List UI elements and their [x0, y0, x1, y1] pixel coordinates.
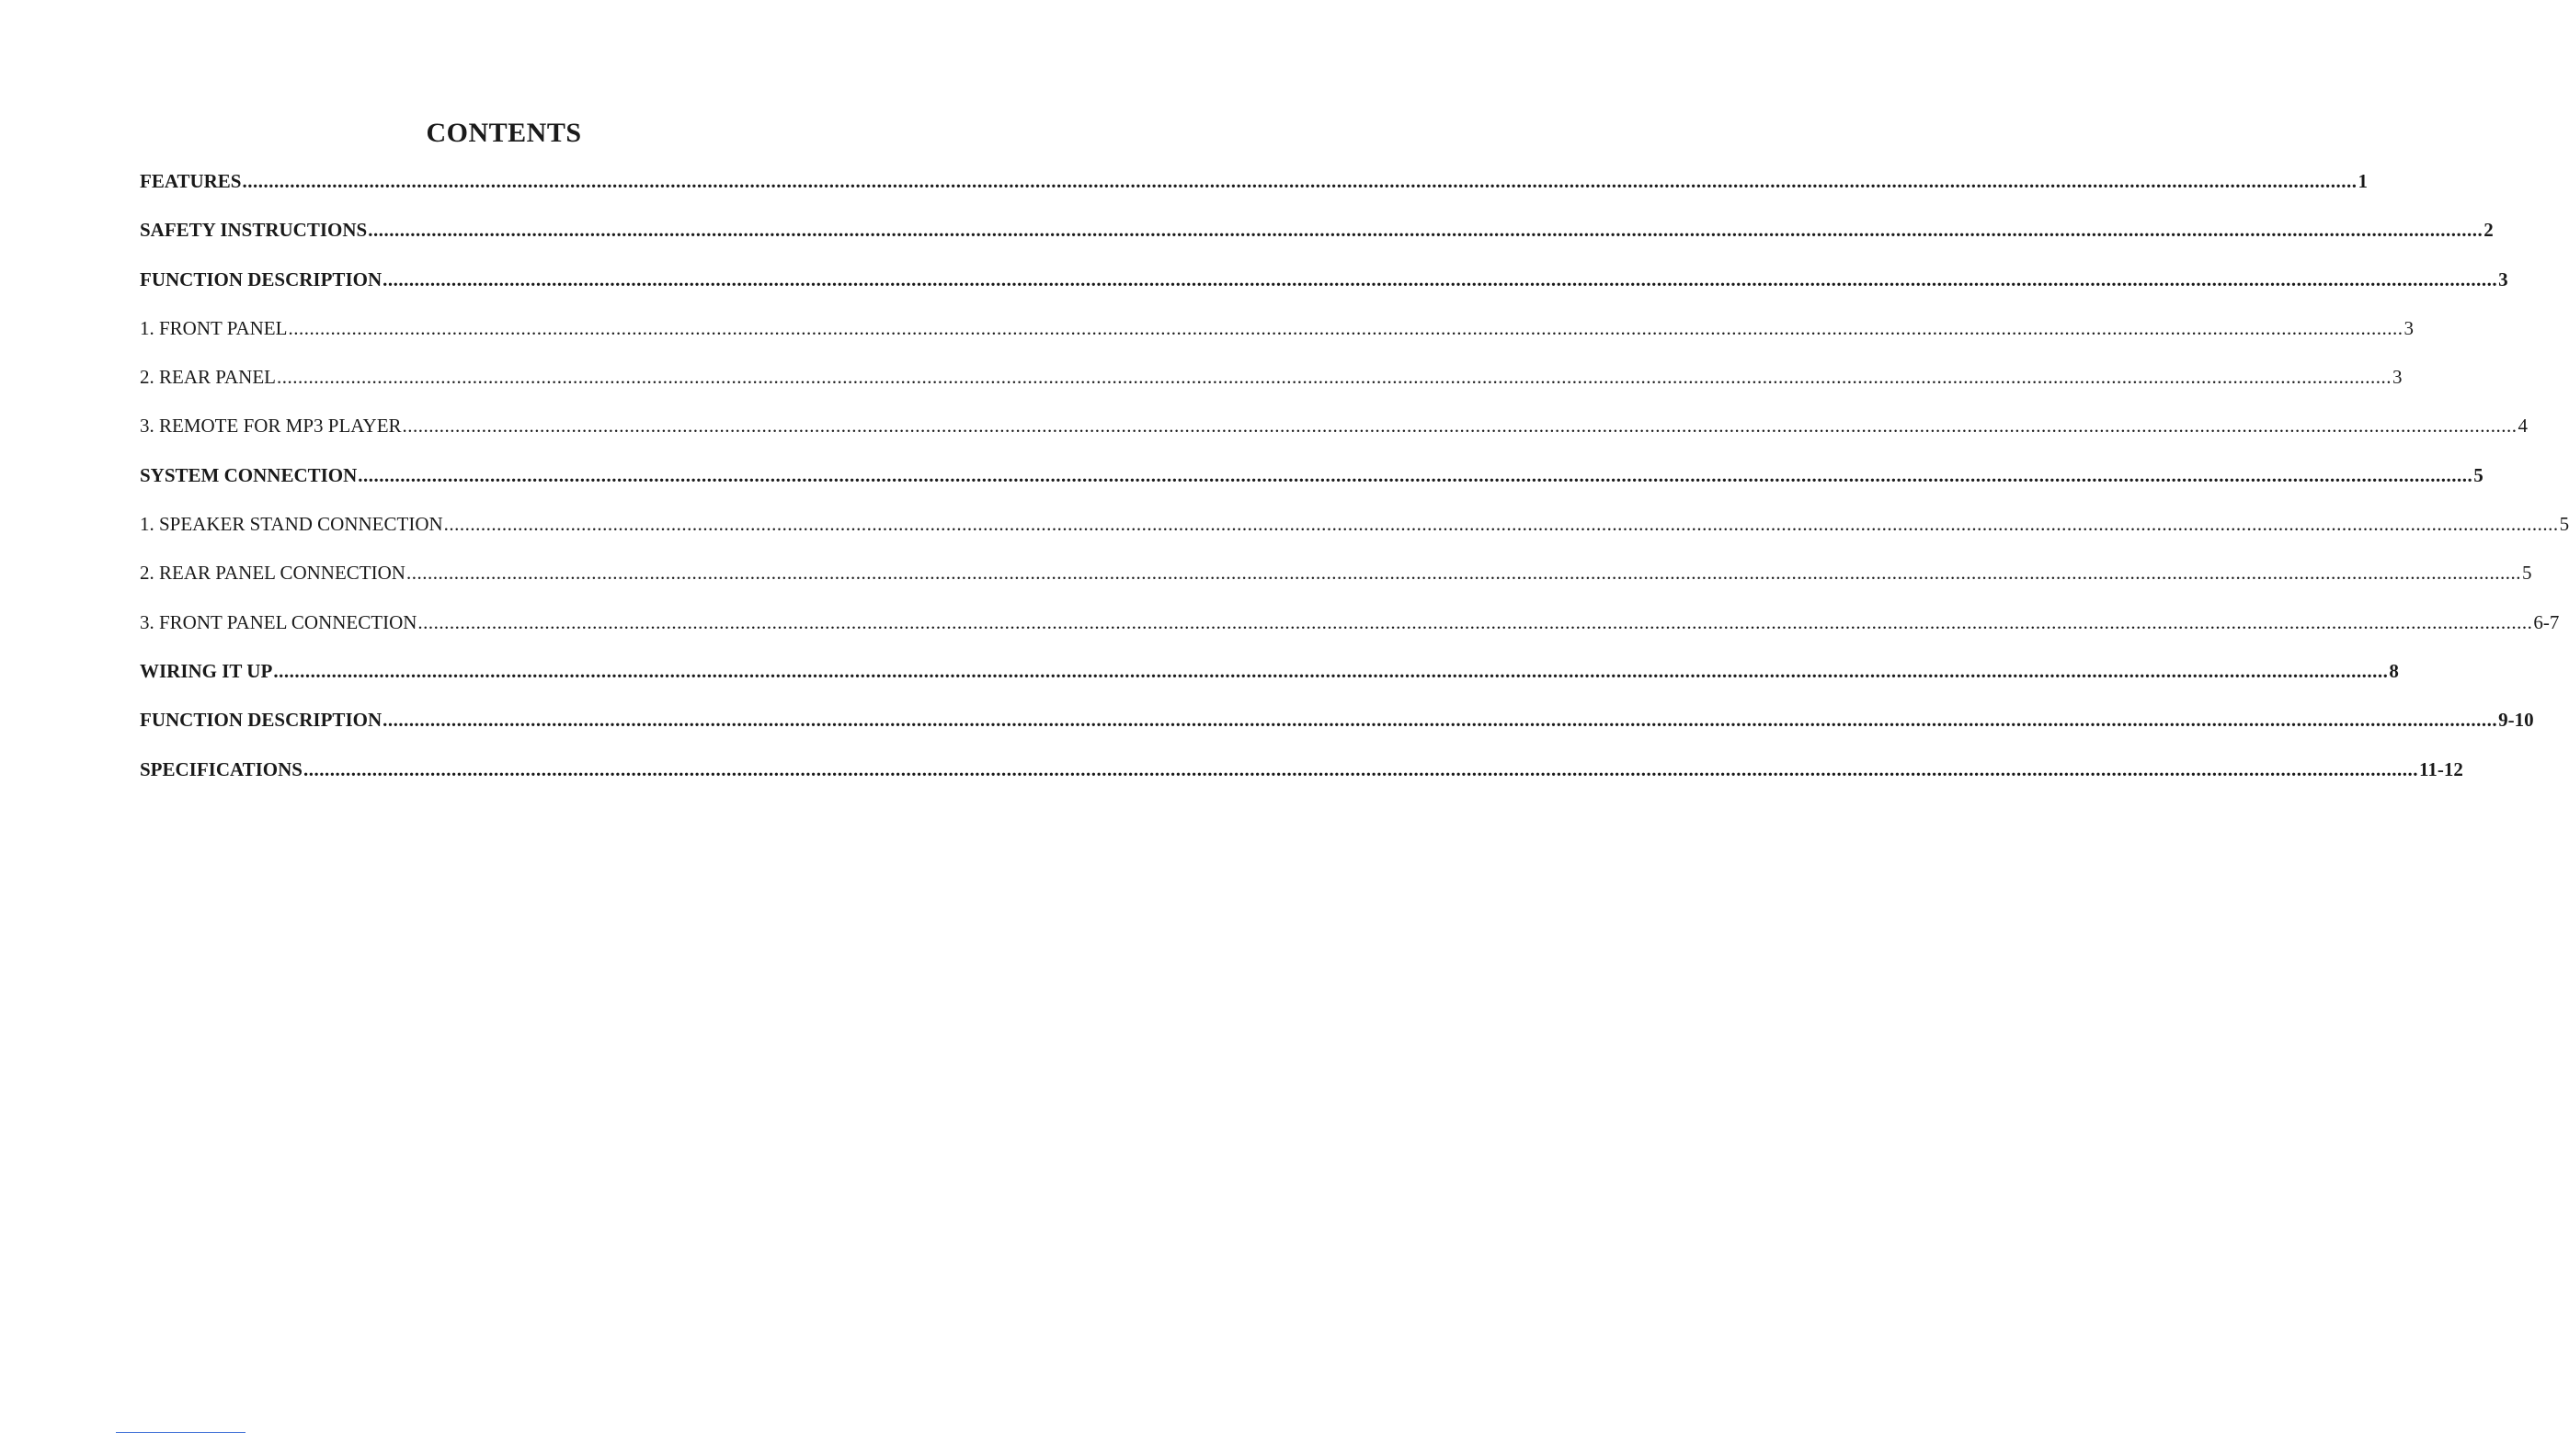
toc-entry-label: FUNCTION DESCRIPTION [140, 267, 382, 290]
toc-entry[interactable] [140, 267, 2508, 315]
toc-entry-label: 2. REAR PANEL CONNECTION [140, 562, 405, 585]
toc-entry[interactable] [140, 756, 2463, 805]
toc-entry[interactable] [140, 707, 2534, 756]
toc-entry-label: SPECIFICATIONS [140, 757, 303, 780]
dot-leader: ................................................................................................................................................................................................................................................................................................................................................................................................................ [288, 316, 2403, 339]
toc-entry[interactable] [140, 413, 2529, 461]
toc-entry-label: 3. REMOTE FOR MP3 PLAYER [140, 415, 402, 438]
toc-entry[interactable] [140, 462, 2483, 511]
toc-entry-label: 1. SPEAKER STAND CONNECTION [140, 513, 443, 536]
toc-entry-page: 5 [2521, 562, 2532, 585]
toc-entry-page: 4 [2518, 415, 2529, 438]
footer-rule [116, 1432, 245, 1433]
toc-entry-page: 1 [2358, 170, 2368, 192]
toc-entry-page: 11-12 [2418, 757, 2463, 780]
dot-leader: ................................................................................................................................................................................................................................................................................................................................................................................................................ [402, 415, 2518, 438]
dot-leader: ................................................................................................................................................................................................................................................................................................................................................................................................................ [405, 562, 2521, 585]
toc-entry-label: WIRING IT UP [140, 659, 273, 682]
toc-entry[interactable] [140, 560, 2532, 609]
toc-entry[interactable] [140, 364, 2403, 413]
toc-entry-label: FUNCTION DESCRIPTION [140, 709, 382, 732]
dot-leader: ................................................................................................................................................................................................................................................................................................................................................................................................................ [382, 267, 2498, 290]
toc-entry-label: 2. REAR PANEL [140, 366, 276, 389]
toc-entry-label: 1. FRONT PANEL [140, 316, 288, 339]
toc-entry-page: 2 [2483, 219, 2494, 242]
dot-leader: ................................................................................................................................................................................................................................................................................................................................................................................................................ [382, 709, 2498, 732]
toc-entry-page: 3 [2392, 366, 2403, 389]
toc-entry[interactable] [140, 658, 2399, 707]
toc-entry-page: 6-7 [2533, 610, 2560, 633]
toc-entry[interactable] [140, 609, 2560, 658]
dot-leader: ................................................................................................................................................................................................................................................................................................................................................................................................................ [443, 513, 2559, 536]
toc-entry-page: 8 [2389, 659, 2399, 682]
toc-entry-page: 3 [2403, 316, 2414, 339]
toc-entry[interactable] [140, 217, 2494, 266]
toc-entry-label: SAFETY INSTRUCTIONS [140, 219, 368, 242]
dot-leader: ................................................................................................................................................................................................................................................................................................................................................................................................................ [277, 366, 2392, 389]
toc-entry-page: 9-10 [2498, 709, 2534, 732]
dot-leader: ................................................................................................................................................................................................................................................................................................................................................................................................................ [242, 170, 2358, 192]
dot-leader: ................................................................................................................................................................................................................................................................................................................................................................................................................ [358, 463, 2473, 486]
table-of-contents [140, 168, 2569, 805]
toc-entry[interactable] [140, 168, 2368, 217]
toc-entry[interactable] [140, 315, 2414, 364]
toc-entry-page: 5 [2559, 513, 2569, 536]
toc-entry-page: 3 [2498, 267, 2508, 290]
dot-leader: ................................................................................................................................................................................................................................................................................................................................................................................................................ [368, 219, 2483, 242]
toc-entry-label: 3. FRONT PANEL CONNECTION [140, 610, 417, 633]
dot-leader: ................................................................................................................................................................................................................................................................................................................................................................................................................ [273, 659, 2389, 682]
dot-leader: ................................................................................................................................................................................................................................................................................................................................................................................................................ [417, 610, 2533, 633]
toc-entry-label: SYSTEM CONNECTION [140, 463, 358, 486]
page-title: CONTENTS [426, 118, 582, 148]
toc-entry[interactable] [140, 511, 2569, 560]
toc-entry-label: FEATURES [140, 170, 242, 192]
toc-entry-page: 5 [2473, 463, 2483, 486]
dot-leader: ................................................................................................................................................................................................................................................................................................................................................................................................................ [303, 757, 2418, 780]
